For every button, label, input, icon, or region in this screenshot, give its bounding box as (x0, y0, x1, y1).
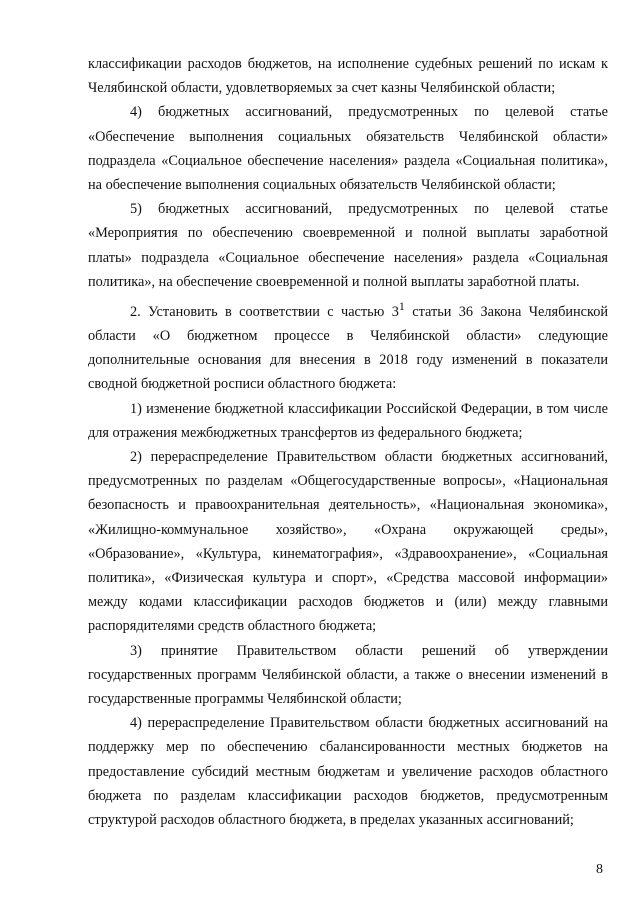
paragraph-basis-3: 3) принятие Правительством области решений об утверждении государственных программ Челябинской области, а также о внесении изменений в государственные программы Челябинской области; (88, 642, 608, 708)
document-body (88, 52, 608, 832)
paragraph-continuation: классификации расходов бюджетов, на исполнение судебных решений по искам к Челябинской области, удовлетворяемых за счет казны Челябинской области; (88, 56, 608, 97)
paragraph-basis-4: 4) перераспределение Правительством области бюджетных ассигнований на поддержку мер по обеспечению сбалансированности местных бюджетов на предоставление субсидий местным бюджетам и увеличение расходов областного бюджета по разделам классификации расходов бюджетов, предусмотренным структурой расходов областного бюджета, в пределах указанных ассигнований; (88, 715, 608, 829)
page-number: 8 (596, 862, 603, 877)
paragraph-basis-2: 2) перераспределение Правительством области бюджетных ассигнований, предусмотренных по разделам «Общегосударственные вопросы», «Национальная безопасность и правоохранительная деятельность», «Национальная экономика», «Жилищно-коммунальное хозяйство», «Охрана окружающей среды», «Образование», «Культура, кинематография», «Здравоохранение», «Социальная политика», «Физическая культура и спорт», «Средства массовой информации» между кодами классификации расходов бюджетов и (или) между главными распорядителями средств областного бюджета; (88, 449, 608, 635)
paragraph-section-2 (88, 294, 608, 397)
paragraph-item-5-salary-payment: 5) бюджетных ассигнований, предусмотренных по целевой статье «Мероприятия по обеспечению своевременной и полной выплаты заработной платы» подраздела «Социальное обеспечение населения» раздела «Социальная политика», на обеспечение своевременной и полной выплаты заработной платы. (88, 201, 608, 290)
section-2-text-before: 2. Установить в соответствии с частью 3 (130, 303, 399, 320)
section-2-superscript: 1 (398, 299, 405, 314)
paragraph-item-4-social-obligations: 4) бюджетных ассигнований, предусмотренных по целевой статье «Обеспечение выполнения социальных обязательств Челябинской области» подраздела «Социальное обеспечение населения» раздела «Социальная политика», на обеспечение выполнения социальных обязательств Челябинской области; (88, 104, 608, 194)
section-2-text-after: статьи 36 Закона Челябинской области «О бюджетном процессе в Челябинской области» следующие дополнительные основания для внесения в 2018 году изменений в показатели сводной бюджетной росписи областного бюджета: (88, 303, 609, 393)
paragraph-basis-1: 1) изменение бюджетной классификации Российской Федерации, в том числе для отражения межбюджетных трансфертов из федерального бюджета; (88, 400, 608, 441)
